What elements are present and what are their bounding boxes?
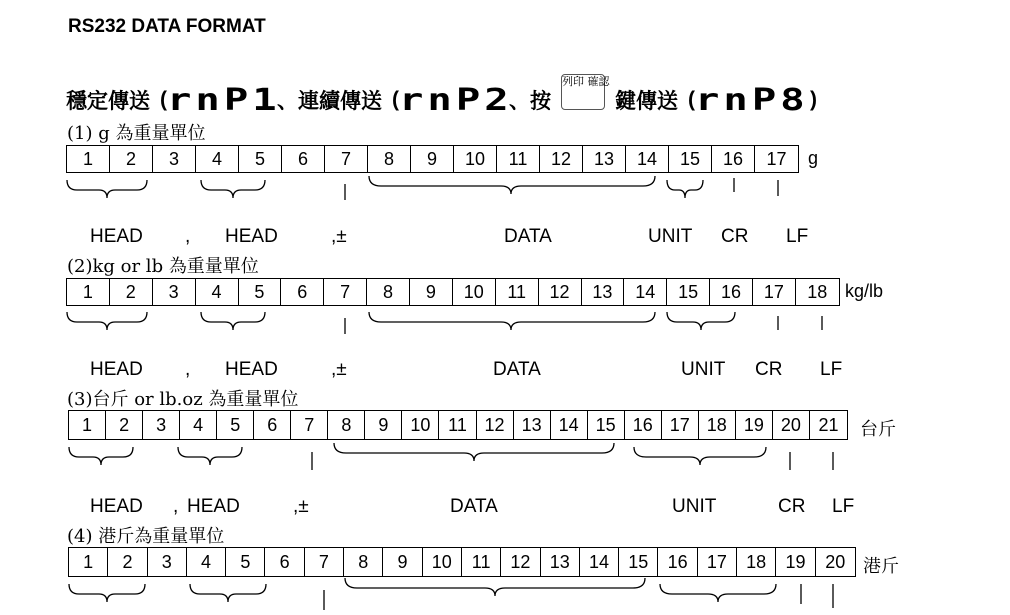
code-rnp8: rnP8: [695, 82, 809, 118]
byte-cell: 6: [254, 411, 291, 439]
byte-cell: 6: [282, 146, 325, 172]
section-2-lf-label: LF: [820, 359, 843, 380]
section-2-cr-label: CR: [755, 359, 783, 380]
byte-cell: 4: [180, 411, 217, 439]
byte-cell: 6: [265, 548, 304, 576]
section-1-sign-label: ,±: [331, 226, 347, 247]
byte-cell: 8: [367, 279, 410, 305]
section-3-unit-label: UNIT: [672, 496, 717, 517]
page-title: RS232 DATA FORMAT: [68, 16, 266, 37]
byte-cell: 15: [619, 548, 658, 576]
byte-cell: 2: [110, 146, 153, 172]
byte-cell: 12: [539, 279, 582, 305]
section-3-cr-label: CR: [778, 496, 806, 517]
byte-cell: 18: [737, 548, 776, 576]
section-2-sign-label: ,±: [331, 359, 347, 380]
section-2-label: (2)kg or lb 為重量單位: [67, 256, 259, 277]
byte-cell: 10: [423, 548, 462, 576]
print-confirm-key-icon: 列印 確認: [561, 74, 605, 110]
brace: [69, 447, 133, 465]
byte-cell: 2: [106, 411, 143, 439]
section-3-label: (3)台斤 or lb.oz 為重量單位: [67, 389, 299, 410]
byte-cell: 16: [658, 548, 697, 576]
byte-cell: 3: [143, 411, 180, 439]
brace: [178, 447, 242, 465]
section-1-comma-label: ,: [185, 226, 191, 247]
byte-cell: 15: [588, 411, 625, 439]
code-rnp1: rnP1: [167, 82, 281, 118]
byte-cell: 11: [496, 279, 539, 305]
byte-cell: 5: [217, 411, 254, 439]
section-2-head2-label: HEAD: [225, 359, 278, 380]
byte-cell: 9: [410, 279, 453, 305]
byte-cell: 11: [439, 411, 476, 439]
brace: [369, 312, 655, 330]
section-3-data-label: DATA: [450, 496, 498, 517]
byte-cell: 1: [67, 279, 110, 305]
section-3-sign-label: ,±: [293, 496, 309, 517]
section-3-unit: 台斤: [860, 419, 896, 440]
byte-cell: 13: [582, 279, 625, 305]
section-1-unit: g: [808, 148, 819, 168]
section-3-head2-label: HEAD: [187, 496, 240, 517]
section-2-data-label: DATA: [493, 359, 541, 380]
heading-text-3: 、按: [509, 88, 551, 113]
section-3-head1-label: HEAD: [90, 496, 143, 517]
byte-cell: 4: [196, 146, 239, 172]
brace: [345, 578, 645, 596]
byte-cell: 8: [344, 548, 383, 576]
section-1-head2-label: HEAD: [225, 226, 278, 247]
brace: [334, 443, 614, 461]
brace: [201, 312, 265, 330]
byte-cell: 9: [365, 411, 402, 439]
byte-cell: 13: [583, 146, 626, 172]
byte-cell: 1: [69, 411, 106, 439]
byte-cell: 4: [187, 548, 226, 576]
byte-cell: 7: [324, 279, 367, 305]
code-rnp2: rnP2: [399, 82, 513, 118]
section-2-comma-label: ,: [185, 359, 191, 380]
section-4-label: (4) 港斤為重量單位: [67, 526, 225, 547]
byte-cell: 1: [67, 146, 110, 172]
byte-cell: 13: [514, 411, 551, 439]
byte-cell: 9: [411, 146, 454, 172]
byte-cell: 11: [462, 548, 501, 576]
byte-cell: 6: [281, 279, 324, 305]
section-2-unit: kg/lb: [845, 281, 884, 301]
byte-cell: 3: [153, 146, 196, 172]
section-1-head1-label: HEAD: [90, 226, 143, 247]
byte-cell: 4: [196, 279, 239, 305]
section-1-cr-label: CR: [721, 226, 749, 247]
byte-cell: 14: [626, 146, 669, 172]
byte-cell: 16: [712, 146, 755, 172]
byte-cell: 12: [501, 548, 540, 576]
byte-cell: 17: [753, 279, 796, 305]
byte-cell: 17: [766, 148, 787, 169]
byte-cell: 3: [148, 548, 187, 576]
byte-cell: 18: [699, 411, 736, 439]
byte-cell: 12: [540, 146, 583, 172]
byte-cell: 19: [776, 548, 815, 576]
section-4-unit: 港斤: [863, 556, 899, 577]
section-2-unit-label: UNIT: [681, 359, 726, 380]
byte-cell: 14: [551, 411, 588, 439]
byte-cell: 19: [736, 411, 773, 439]
byte-cell: 7: [305, 548, 344, 576]
section-3-lf-label: LF: [832, 496, 855, 517]
byte-cell: 14: [580, 548, 619, 576]
byte-cell: 1: [69, 548, 108, 576]
byte-cell: 14: [624, 279, 667, 305]
byte-cell: 5: [239, 146, 282, 172]
byte-cell: 17: [698, 548, 737, 576]
byte-cell: 18: [807, 281, 828, 302]
brace: [67, 180, 147, 198]
heading-text-2: 、連續傳送: [277, 88, 382, 113]
byte-cell: 3: [153, 279, 196, 305]
section-2-head1-label: HEAD: [90, 359, 143, 380]
byte-cell: 7: [291, 411, 328, 439]
byte-cell: 20: [825, 551, 846, 572]
byte-cell: 13: [541, 548, 580, 576]
brace: [69, 584, 145, 602]
byte-cell: 16: [710, 279, 753, 305]
brace: [667, 180, 703, 198]
byte-cell: 17: [662, 411, 699, 439]
byte-cell: 10: [402, 411, 439, 439]
byte-cell: 2: [108, 548, 147, 576]
brace: [190, 584, 266, 602]
byte-cell: 2: [110, 279, 153, 305]
byte-cell: 5: [239, 279, 282, 305]
brace: [201, 180, 265, 198]
byte-cell: 8: [368, 146, 411, 172]
brace: [667, 312, 735, 330]
byte-cell: 15: [667, 279, 710, 305]
byte-cell: 21: [818, 414, 839, 435]
section-1-lf-label: LF: [786, 226, 809, 247]
byte-cell: 7: [325, 146, 368, 172]
heading-text-4: 鍵傳送: [615, 88, 678, 113]
byte-cell: 9: [383, 548, 422, 576]
transmit-mode-heading: 穩定傳送 ( rnP1 、連續傳送 ( rnP2 、按 列印 確認 鍵傳送 ( rnP8 ): [66, 82, 817, 118]
byte-cell: 12: [477, 411, 514, 439]
byte-cell: 11: [497, 146, 540, 172]
byte-cell: 10: [454, 146, 497, 172]
byte-cell: 16: [625, 411, 662, 439]
heading-text-1: 穩定傳送: [66, 88, 150, 113]
section-1-unit-label: UNIT: [648, 226, 693, 247]
brace: [660, 584, 776, 602]
brace: [67, 312, 147, 330]
byte-cell: 10: [453, 279, 496, 305]
byte-cell: 8: [328, 411, 365, 439]
byte-cell: 15: [669, 146, 712, 172]
section-3-comma-label: ,: [173, 496, 179, 517]
byte-cell: 20: [773, 411, 810, 439]
byte-cell: 5: [226, 548, 265, 576]
brace: [634, 447, 766, 465]
section-1-data-label: DATA: [504, 226, 552, 247]
section-1-label: (1) g 為重量單位: [67, 123, 206, 144]
brace: [369, 176, 655, 194]
